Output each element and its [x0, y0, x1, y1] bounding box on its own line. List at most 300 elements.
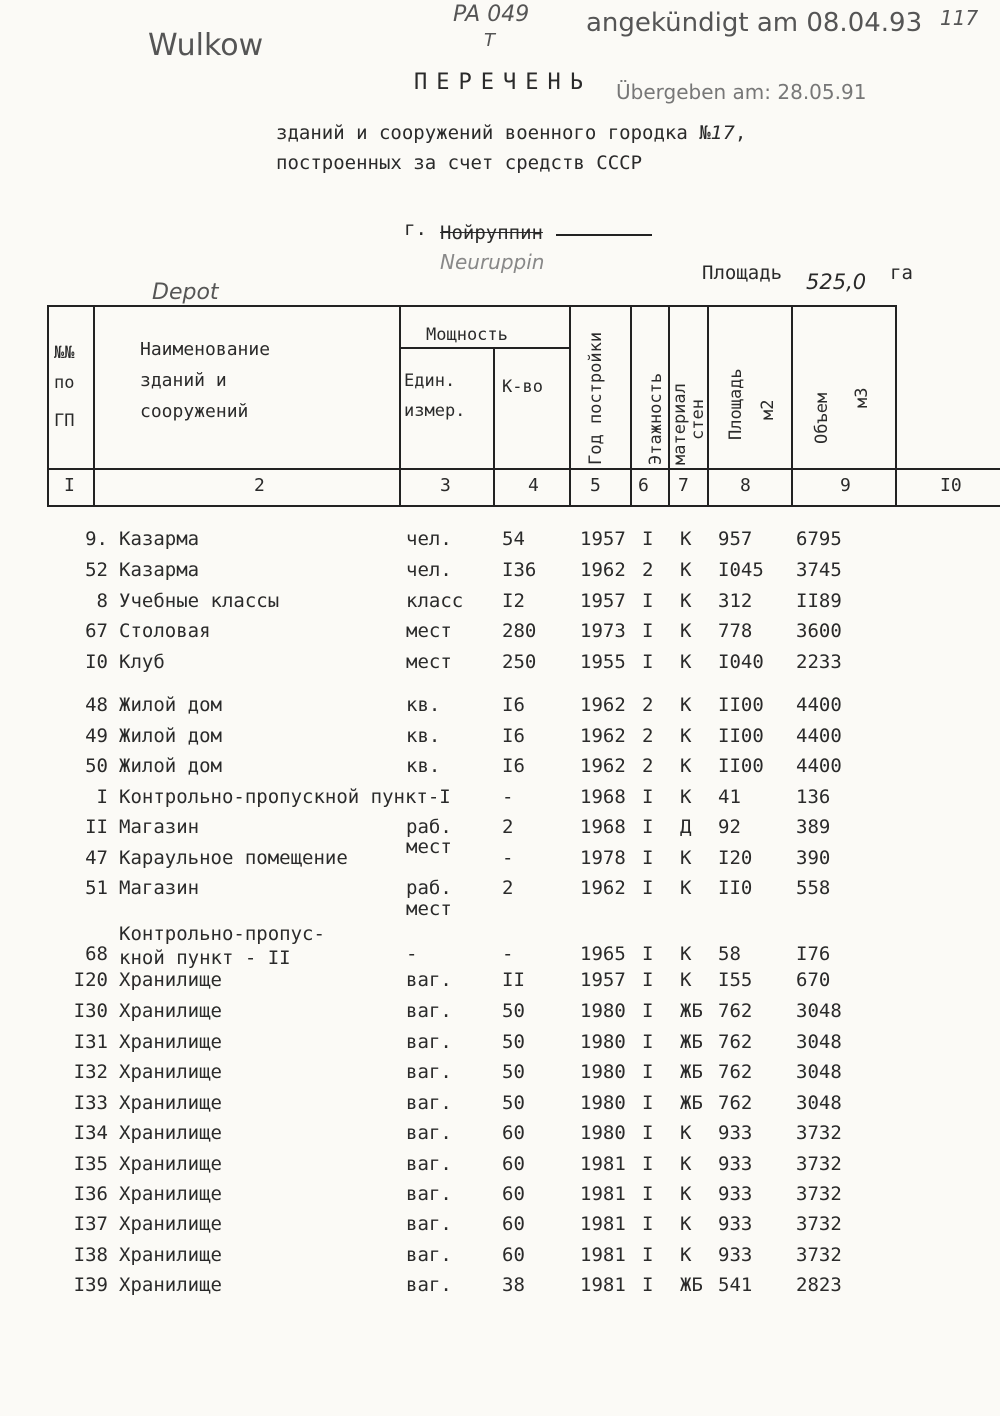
row-volume: 3732 [796, 1183, 842, 1205]
row-material: ЖБ [680, 1061, 703, 1083]
row-number: II [85, 816, 108, 838]
area-label: Площадь [702, 262, 783, 284]
row-year: 1980 [580, 1122, 626, 1144]
row-name: Клуб [119, 651, 165, 673]
row-area: II00 [718, 694, 764, 716]
row-unit: класс [406, 590, 464, 612]
row-number: 8 [96, 590, 108, 612]
handwritten-announced: angekündigt am 08.04.93 [586, 8, 923, 38]
row-volume: 3732 [796, 1122, 842, 1144]
row-area: I20 [718, 847, 753, 869]
row-area: II00 [718, 725, 764, 747]
row-floors: I [642, 1183, 654, 1205]
hdr-col3-a: Един. [404, 371, 456, 391]
row-volume: 4400 [796, 725, 842, 747]
row-volume: 4400 [796, 755, 842, 777]
row-floors: I [642, 651, 654, 673]
row-floors: I [642, 1213, 654, 1235]
row-year: 1980 [580, 1031, 626, 1053]
row-floors: I [642, 1122, 654, 1144]
row-unit: ваг. [406, 1061, 452, 1083]
row-year: 1962 [580, 877, 626, 899]
row-volume: 389 [796, 816, 831, 838]
row-number: 48 [85, 694, 108, 716]
row-name: Хранилище [119, 1061, 222, 1083]
row-name: Хранилище [119, 1000, 222, 1022]
row-material: К [680, 694, 692, 716]
row-volume: 558 [796, 877, 831, 899]
row-qty: 50 [502, 1061, 525, 1083]
row-name: Хранилище [119, 1092, 222, 1114]
row-unit: ваг. [406, 1274, 452, 1296]
row-number: I32 [73, 1061, 108, 1083]
table-row [0, 877, 1000, 907]
row-year: 1962 [580, 559, 626, 581]
row-name: Хранилище [119, 969, 222, 991]
row-qty: I6 [502, 694, 525, 716]
vline-5 [630, 305, 632, 507]
row-name: Казарма [119, 528, 200, 550]
row-material: К [680, 1153, 692, 1175]
hdr-col1-a: №№ [54, 343, 75, 363]
row-material: К [680, 528, 692, 550]
row-number: 51 [85, 877, 108, 899]
row-material: К [680, 1213, 692, 1235]
vline-4 [569, 305, 571, 507]
table-row [0, 1122, 1000, 1152]
row-material: ЖБ [680, 1000, 703, 1022]
row-material: К [680, 755, 692, 777]
row-qty: 60 [502, 1122, 525, 1144]
row-unit: кв. [406, 694, 441, 716]
unit-continuation-2: мест [406, 898, 452, 920]
row-name: Казарма [119, 559, 200, 581]
row-volume: 3745 [796, 559, 842, 581]
row-qty: 280 [502, 620, 537, 642]
hdr-col3-b: измер. [404, 401, 466, 421]
row-unit: мест [406, 651, 452, 673]
row-name: Контрольно-пропус- [119, 923, 325, 945]
row-name: Хранилище [119, 1031, 222, 1053]
row-qty: 60 [502, 1244, 525, 1266]
col-number-4: 4 [528, 475, 539, 496]
row-name: Хранилище [119, 1153, 222, 1175]
row-area: 41 [718, 786, 741, 808]
col-number-8: 8 [740, 475, 751, 496]
row-material: ЖБ [680, 1092, 703, 1114]
area-value: 525,0 [806, 270, 867, 294]
col-number-9: 9 [840, 475, 851, 496]
row-material: К [680, 943, 692, 965]
subtitle-line-1 [276, 122, 746, 144]
row-number: I35 [73, 1153, 108, 1175]
garrison-number: 17 [710, 122, 735, 144]
handwritten-neuruppin: Neuruppin [440, 250, 545, 274]
row-floors: I [642, 1000, 654, 1022]
row-unit: чел. [406, 559, 452, 581]
table-row [0, 923, 1000, 969]
table-row [0, 528, 1000, 558]
table-row [0, 1000, 1000, 1030]
row-volume: 3048 [796, 1092, 842, 1114]
row-year: 1962 [580, 725, 626, 747]
col-number-3: 3 [440, 475, 451, 496]
row-number: I37 [73, 1213, 108, 1235]
row-floors: I [642, 1274, 654, 1296]
hdr-col9b-vertical: м3 [852, 387, 872, 408]
row-qty: 54 [502, 528, 525, 550]
row-volume: 390 [796, 847, 831, 869]
row-year: 1981 [580, 1244, 626, 1266]
row-floors: I [642, 943, 654, 965]
row-unit: раб. [406, 877, 452, 899]
row-name: Хранилище [119, 1183, 222, 1205]
row-qty: 2 [502, 816, 514, 838]
table-row [0, 755, 1000, 785]
row-name-continuation: кной пункт - II [119, 947, 291, 969]
row-floors: 2 [642, 559, 654, 581]
row-area: 312 [718, 590, 753, 612]
row-material: К [680, 620, 692, 642]
vline-8 [791, 305, 793, 507]
row-area: I55 [718, 969, 753, 991]
row-year: 1965 [580, 943, 626, 965]
table-row [0, 590, 1000, 620]
handwritten-depot: Depot [152, 280, 219, 305]
city-struck: Нойруппин [440, 222, 543, 244]
hdr-col6-vertical: Этажность [646, 372, 666, 465]
table-row [0, 847, 1000, 877]
header-mid-line [47, 468, 1000, 470]
hdr-col7b-vertical: стен [688, 399, 708, 440]
row-year: 1957 [580, 528, 626, 550]
row-qty: I6 [502, 725, 525, 747]
row-area: 58 [718, 943, 741, 965]
page-title: ПЕРЕЧЕНЬ [414, 70, 592, 95]
row-floors: I [642, 816, 654, 838]
hdr-col2-a: Наименование [140, 339, 271, 360]
table-row [0, 651, 1000, 681]
row-qty: 38 [502, 1274, 525, 1296]
row-material: К [680, 1122, 692, 1144]
row-unit: ваг. [406, 1153, 452, 1175]
row-floors: I [642, 528, 654, 550]
row-year: 1968 [580, 816, 626, 838]
header-top-line [47, 305, 897, 307]
row-volume: 2233 [796, 651, 842, 673]
row-area: 541 [718, 1274, 753, 1296]
row-qty: 60 [502, 1183, 525, 1205]
table-row [0, 1153, 1000, 1183]
row-qty: 50 [502, 1092, 525, 1114]
row-name: Хранилище [119, 1122, 222, 1144]
header-bottom-line [47, 505, 1000, 507]
row-floors: I [642, 786, 654, 808]
hdr-col4: К-во [502, 377, 543, 397]
row-qty: - [502, 786, 514, 808]
row-area: 957 [718, 528, 753, 550]
row-material: ЖБ [680, 1031, 703, 1053]
row-volume: 3048 [796, 1061, 842, 1083]
row-number: I31 [73, 1031, 108, 1053]
hdr-col9a-vertical: Объем [812, 392, 832, 444]
row-floors: I [642, 590, 654, 612]
handwritten-ref-sub: T [484, 30, 495, 51]
row-number: I33 [73, 1092, 108, 1114]
row-area: I045 [718, 559, 764, 581]
row-volume: 3732 [796, 1153, 842, 1175]
row-number: 50 [85, 755, 108, 777]
row-number: I36 [73, 1183, 108, 1205]
row-material: К [680, 969, 692, 991]
vline-1 [93, 305, 95, 507]
row-volume: 3048 [796, 1000, 842, 1022]
row-volume: 670 [796, 969, 831, 991]
row-unit: - [406, 943, 418, 965]
row-year: 1973 [580, 620, 626, 642]
city-underline [556, 234, 652, 236]
table-row [0, 1213, 1000, 1243]
col-number-2: 2 [254, 475, 265, 496]
row-floors: I [642, 847, 654, 869]
row-year: 1968 [580, 786, 626, 808]
row-number: 52 [85, 559, 108, 581]
row-material: ЖБ [680, 1274, 703, 1296]
row-material: К [680, 1244, 692, 1266]
row-unit: ваг. [406, 1244, 452, 1266]
row-name: Жилой дом [119, 725, 222, 747]
row-floors: I [642, 969, 654, 991]
row-name: Контрольно-пропускной пункт-I [119, 786, 451, 808]
row-name: Магазин [119, 877, 200, 899]
row-area: II0 [718, 877, 753, 899]
row-number: I30 [73, 1000, 108, 1022]
row-qty: I2 [502, 590, 525, 612]
row-floors: I [642, 1244, 654, 1266]
col-number-10: I0 [940, 475, 962, 496]
row-unit: ваг. [406, 1000, 452, 1022]
row-number: 47 [85, 847, 108, 869]
table-row [0, 694, 1000, 724]
table-row [0, 816, 1000, 846]
row-area: 762 [718, 1092, 753, 1114]
row-year: 1981 [580, 1153, 626, 1175]
row-qty: - [502, 943, 514, 965]
row-unit: кв. [406, 755, 441, 777]
table-row [0, 725, 1000, 755]
hdr-col2-b: зданий и [140, 370, 227, 391]
row-number: I34 [73, 1122, 108, 1144]
row-year: 1980 [580, 1000, 626, 1022]
row-floors: 2 [642, 725, 654, 747]
row-number: 9. [85, 528, 108, 550]
row-material: К [680, 590, 692, 612]
hdr-col8b-vertical: м2 [758, 399, 778, 420]
row-qty: 50 [502, 1031, 525, 1053]
row-number: I39 [73, 1274, 108, 1296]
row-qty: - [502, 847, 514, 869]
row-floors: I [642, 1031, 654, 1053]
row-year: 1955 [580, 651, 626, 673]
row-material: К [680, 786, 692, 808]
row-unit: ваг. [406, 1092, 452, 1114]
table-row [0, 969, 1000, 999]
row-area: 933 [718, 1122, 753, 1144]
city-label: г. [404, 218, 427, 240]
row-name: Столовая [119, 620, 211, 642]
row-name: Учебные классы [119, 590, 280, 612]
row-area: 92 [718, 816, 741, 838]
row-volume: 3048 [796, 1031, 842, 1053]
col-number-5: 5 [590, 475, 601, 496]
col-number-1: I [64, 475, 75, 496]
row-year: 1957 [580, 969, 626, 991]
vline-3 [493, 347, 495, 507]
subtitle-suffix: , [734, 122, 747, 144]
row-qty: 50 [502, 1000, 525, 1022]
row-qty: 2 [502, 877, 514, 899]
row-name: Хранилище [119, 1244, 222, 1266]
row-unit: ваг. [406, 1031, 452, 1053]
row-year: 1978 [580, 847, 626, 869]
row-unit: кв. [406, 725, 441, 747]
row-unit: чел. [406, 528, 452, 550]
row-volume: 2823 [796, 1274, 842, 1296]
row-year: 1962 [580, 755, 626, 777]
vline-9 [895, 305, 897, 507]
row-volume: 6795 [796, 528, 842, 550]
row-area: 933 [718, 1213, 753, 1235]
hdr-col7a-vertical: материал [670, 383, 690, 465]
subtitle-prefix: зданий и сооружений военного городка № [276, 122, 711, 144]
row-year: 1981 [580, 1213, 626, 1235]
row-unit: ваг. [406, 1122, 452, 1144]
table-row [0, 1274, 1000, 1304]
row-material: К [680, 1183, 692, 1205]
row-unit: раб. [406, 816, 452, 838]
row-name: Караульное помещение [119, 847, 348, 869]
row-area: 778 [718, 620, 753, 642]
row-unit: мест [406, 620, 452, 642]
row-volume: 3600 [796, 620, 842, 642]
handwritten-wulkow: Wulkow [148, 28, 264, 63]
vline-2 [399, 305, 401, 507]
row-unit: ваг. [406, 969, 452, 991]
row-year: 1980 [580, 1092, 626, 1114]
row-area: 762 [718, 1000, 753, 1022]
hdr-col1-c: ГП [54, 411, 75, 431]
row-material: Д [680, 816, 692, 838]
row-floors: 2 [642, 694, 654, 716]
table-row [0, 1092, 1000, 1122]
table-row [0, 1244, 1000, 1274]
stamp-handover: Übergeben am: 28.05.91 [616, 80, 867, 104]
table-row [0, 786, 1000, 816]
row-name: Магазин [119, 816, 200, 838]
row-volume: I76 [796, 943, 831, 965]
row-volume: 4400 [796, 694, 842, 716]
row-material: К [680, 877, 692, 899]
row-volume: 3732 [796, 1244, 842, 1266]
unit-continuation-1: мест [406, 836, 452, 858]
row-area: 933 [718, 1153, 753, 1175]
hdr-col1-b: по [54, 373, 75, 393]
row-floors: 2 [642, 755, 654, 777]
row-qty: II [502, 969, 525, 991]
row-qty: 250 [502, 651, 537, 673]
table-row [0, 1061, 1000, 1091]
hdr-col8a-vertical: Площадь [726, 368, 746, 440]
row-name: Жилой дом [119, 755, 222, 777]
row-volume: 3732 [796, 1213, 842, 1235]
row-material: К [680, 847, 692, 869]
row-material: К [680, 559, 692, 581]
row-floors: I [642, 1061, 654, 1083]
row-volume: II89 [796, 590, 842, 612]
row-unit: ваг. [406, 1183, 452, 1205]
row-unit: ваг. [406, 1213, 452, 1235]
row-qty: 60 [502, 1213, 525, 1235]
row-name: Хранилище [119, 1213, 222, 1235]
row-year: 1981 [580, 1274, 626, 1296]
row-number: I38 [73, 1244, 108, 1266]
row-qty: I36 [502, 559, 537, 581]
row-area: 762 [718, 1031, 753, 1053]
row-number: 67 [85, 620, 108, 642]
row-number: I20 [73, 969, 108, 991]
row-area: 933 [718, 1244, 753, 1266]
hdr-col2-c: сооружений [140, 401, 249, 422]
row-volume: 136 [796, 786, 831, 808]
row-name: Жилой дом [119, 694, 222, 716]
subtitle-line-2: построенных за счет средств СССР [276, 152, 643, 174]
vline-0 [47, 305, 49, 507]
row-area: 933 [718, 1183, 753, 1205]
row-number: 49 [85, 725, 108, 747]
row-area: I040 [718, 651, 764, 673]
row-floors: I [642, 620, 654, 642]
table-row [0, 1183, 1000, 1213]
row-year: 1957 [580, 590, 626, 612]
row-number: 68 [85, 943, 108, 965]
row-material: К [680, 725, 692, 747]
row-year: 1981 [580, 1183, 626, 1205]
row-floors: I [642, 1092, 654, 1114]
hdr-power: Мощность [426, 325, 508, 345]
row-area: 762 [718, 1061, 753, 1083]
row-year: 1980 [580, 1061, 626, 1083]
row-number: I0 [85, 651, 108, 673]
row-area: II00 [718, 755, 764, 777]
row-floors: I [642, 1153, 654, 1175]
row-number: I [96, 786, 108, 808]
row-qty: 60 [502, 1153, 525, 1175]
area-unit: га [890, 262, 913, 284]
row-material: К [680, 651, 692, 673]
table-row [0, 620, 1000, 650]
table-row [0, 559, 1000, 589]
row-year: 1962 [580, 694, 626, 716]
handwritten-ref: PA 049 [453, 2, 530, 27]
handwritten-page-corner: 117 [940, 6, 979, 30]
row-qty: I6 [502, 755, 525, 777]
col-number-7: 7 [678, 475, 689, 496]
hdr-col5-vertical: Год постройки [586, 331, 606, 465]
col-number-6: 6 [638, 475, 649, 496]
row-floors: I [642, 877, 654, 899]
table-row [0, 1031, 1000, 1061]
row-name: Хранилище [119, 1274, 222, 1296]
